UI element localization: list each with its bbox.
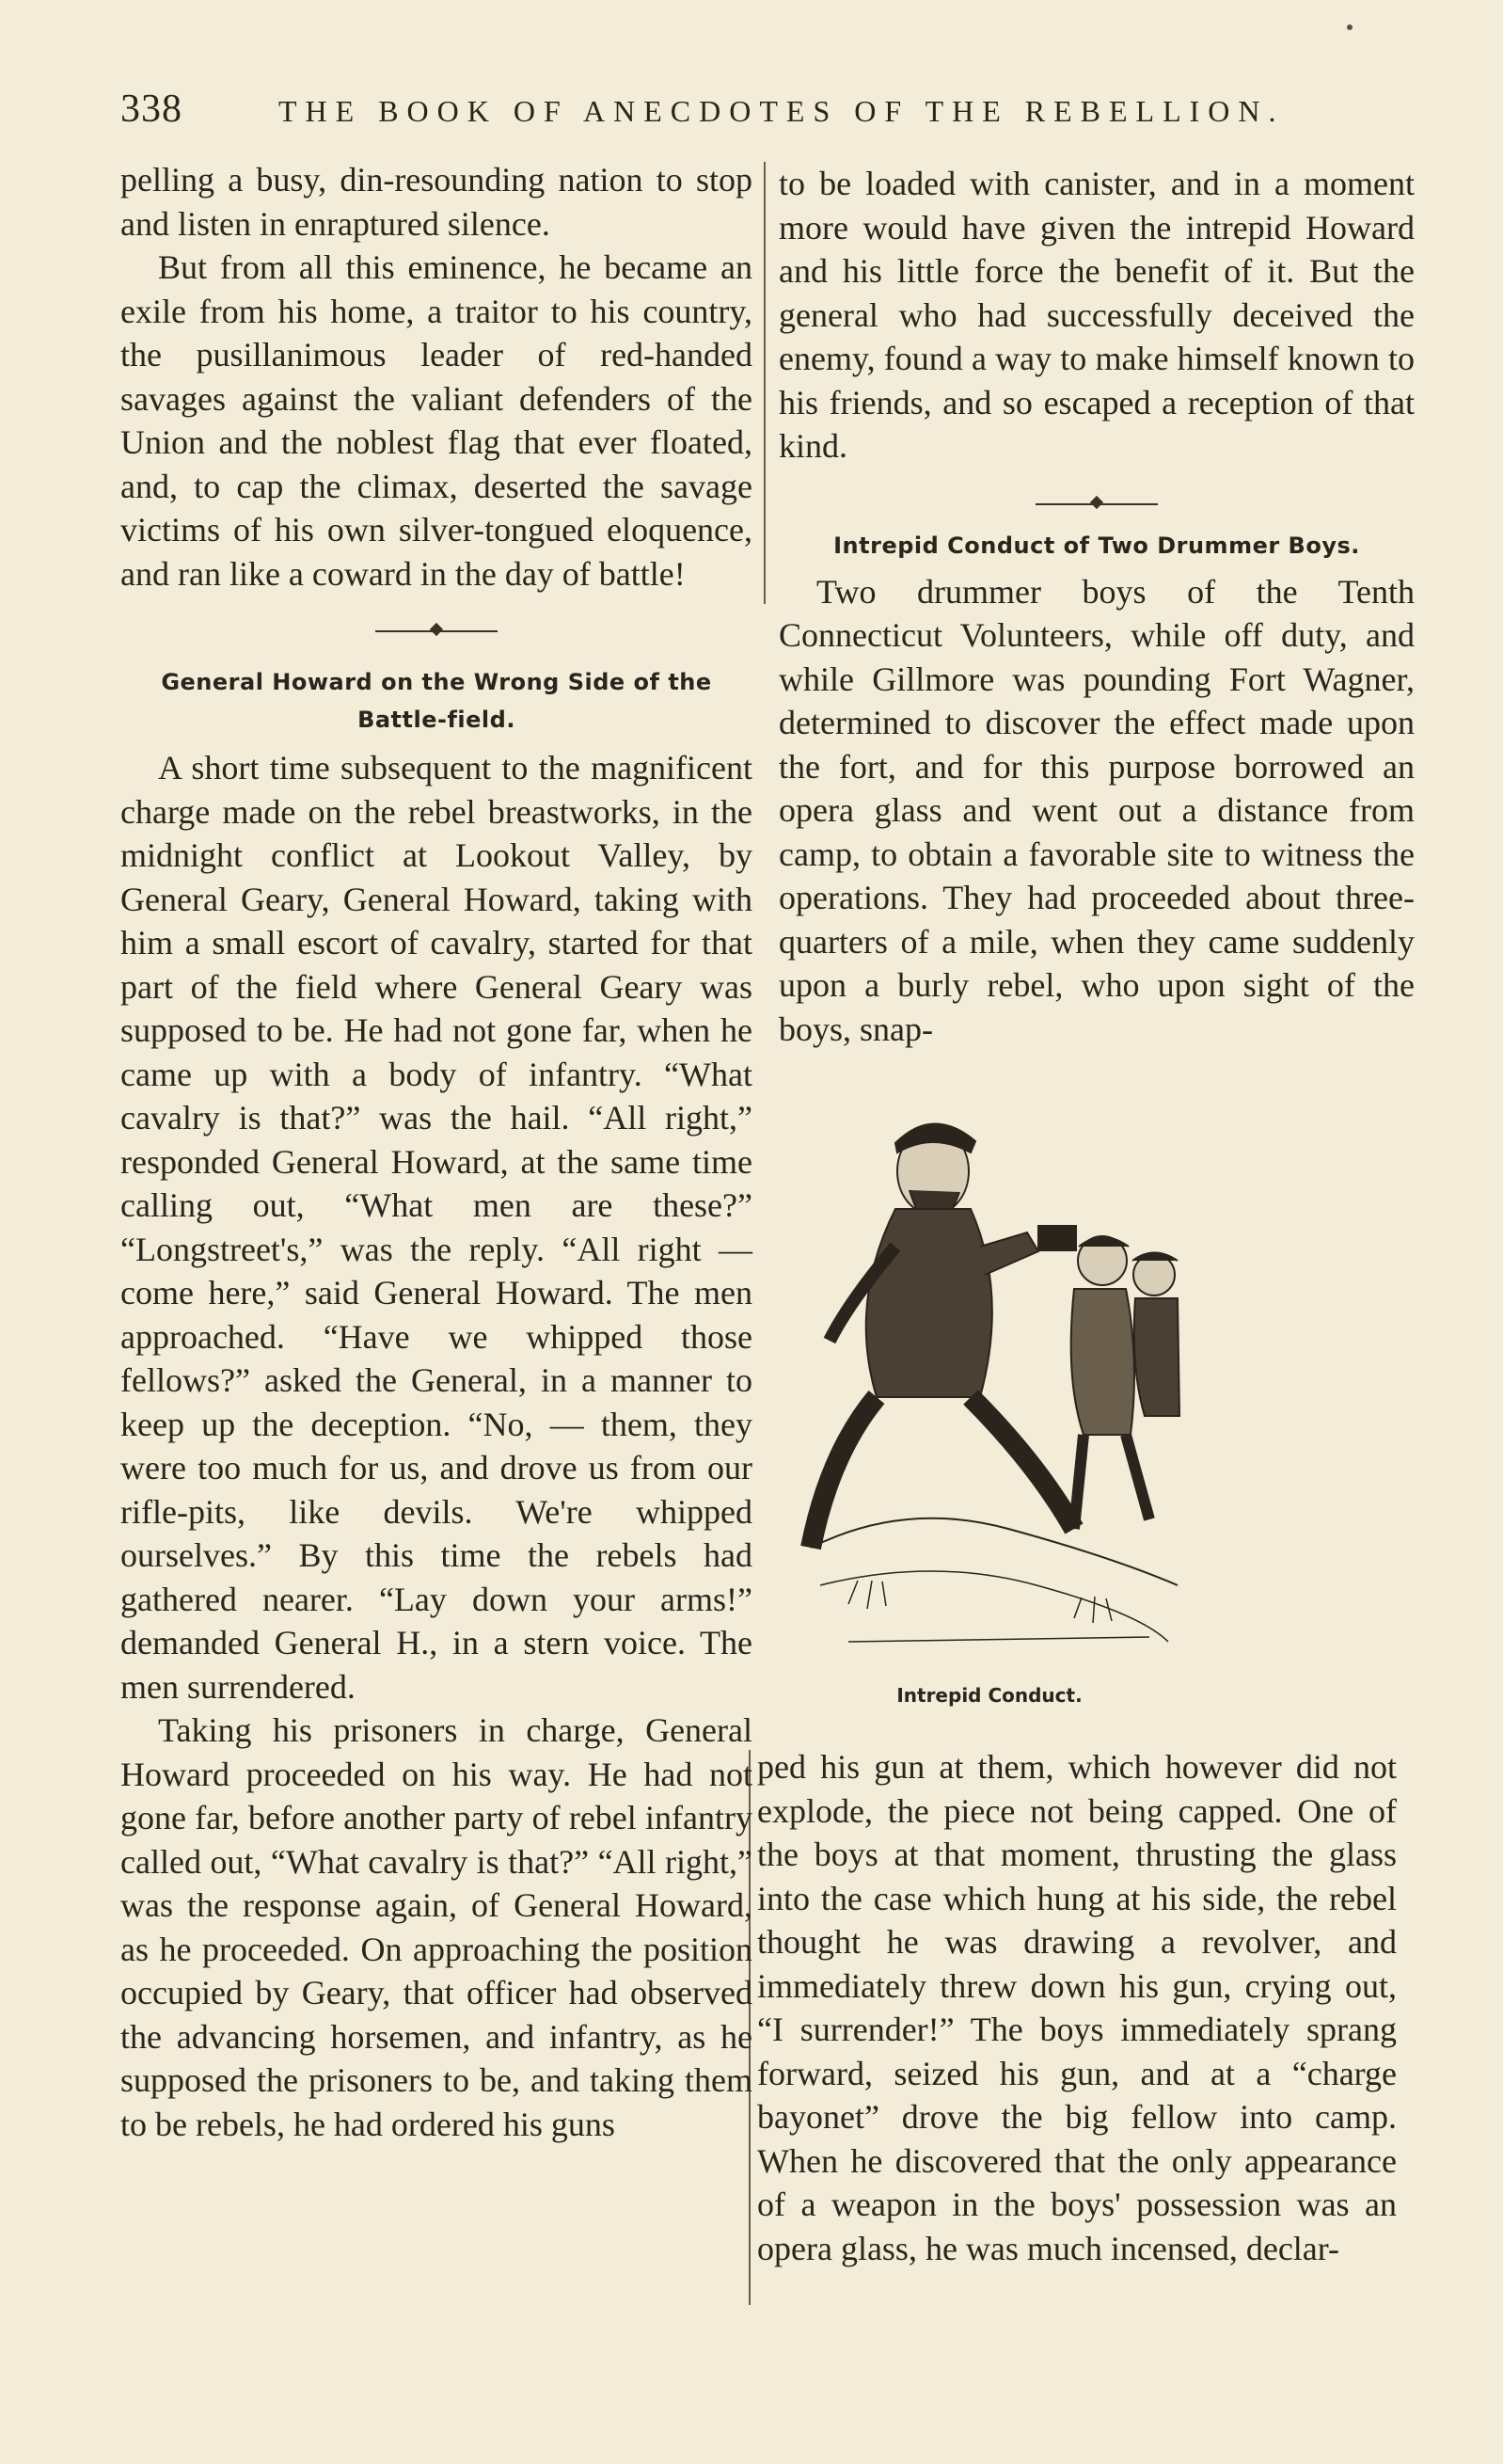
paragraph: But from all this eminence, he became an exile from his home, a traitor to his country, the pusillanimous leader of red-handed savages against the valiant defenders of the Union and the noblest flag that ever floated, and, to cap the climax, deserted the savage victims of his own silver-tongued eloquence, and ran like a coward in the day of battle! (120, 248, 752, 593)
column-rule (764, 162, 766, 604)
right-column-top (779, 162, 1415, 1051)
section-heading: Intrepid Conduct of Two Drummer Boys. (833, 532, 1360, 559)
left-column (120, 158, 752, 2146)
page-number: 338 (120, 87, 182, 131)
section-divider (120, 609, 752, 652)
running-title: THE BOOK OF ANECDOTES OF THE REBELLION. (278, 94, 1285, 128)
paragraph: ped his gun at them, which however did not explode, the piece not being capped. One of the boys at that moment, thrusting the glass into the case which hung at his side, the rebel thought he was drawing a revolver, and immediately threw down his gun, crying out, “I surrender!” The boys immediately sprang forward, seized his gun, and at a “charge bayonet” drove the big fellow into camp. When he discovered that the only appearance of a weapon in the boys' possession was an opera glass, he was much incensed, declar- (757, 1748, 1397, 2267)
paragraph: A short time subsequent to the magnificent charge made on the rebel breastworks, in the midnight conflict at Lookout Valley, by General Geary, General Howard, taking with him a small escort of cavalry, started for that part of the field where General Geary was supposed to be. He had not gone far, when he came up with a body of infantry. “What cavalry is that?” was the hail. “All right,” responded General Howard, at the same time calling out, “What men are these?” “Longstreet's,” was the reply. “All right —come here,” said General Howard. The men approached. “Have we whipped those fellows?” asked the General, in a manner to keep up the deception. “No, — them, they were too much for us, and drove us from our rifle-pits, like devils. We're whipped ourselves.” By this time the rebels had gathered nearer. “Lay down your arms!” demanded General H., in a stern voice. The men surrendered. (120, 749, 752, 1706)
ink-speck (1347, 24, 1353, 30)
paragraph: Two drummer boys of the Tenth Connecticut Volunteers, while off duty, and while Gillmore was pounding Fort Wagner, determined to discover the effect made upon the fort, and for this purpose borrowed an opera glass and went out a distance from camp, to obtain a favorable site to witness the operations. They had proceeded about three-quarters of a mile, when they came suddenly upon a burly rebel, who upon sight of the boys, snap- (779, 572, 1415, 1048)
paragraph: to be loaded with canister, and in a moment more would have given the intrepid Howard and his little force the benefit of it. But the general who had successfully deceived the enemy, found a way to make himself known to his friends, and so escaped a reception of that kind. (779, 165, 1415, 465)
paragraph: Taking his prisoners in charge, General Howard proceeded on his way. He had not gone far, before another party of rebel infantry called out, “What cavalry is that?” “All right,” was the response again, of General Howard, as he proceeded. On approaching the position occupied by Geary, that officer had observed the advancing horsemen, and infantry, as he supposed the prisoners to be, and taking them to be rebels, he had ordered his guns (120, 1711, 752, 2143)
engraving-illustration (792, 1058, 1187, 1670)
section-heading: General Howard on the Wrong Side of the Battle-field. (161, 669, 712, 733)
running-head (120, 87, 1287, 132)
illustration-caption: Intrepid Conduct. (896, 1684, 1083, 1707)
right-column-bottom (757, 1745, 1397, 2270)
paragraph: pelling a busy, din-resounding nation to stop and listen in enraptured silence. (120, 161, 752, 243)
section-divider (779, 482, 1415, 525)
